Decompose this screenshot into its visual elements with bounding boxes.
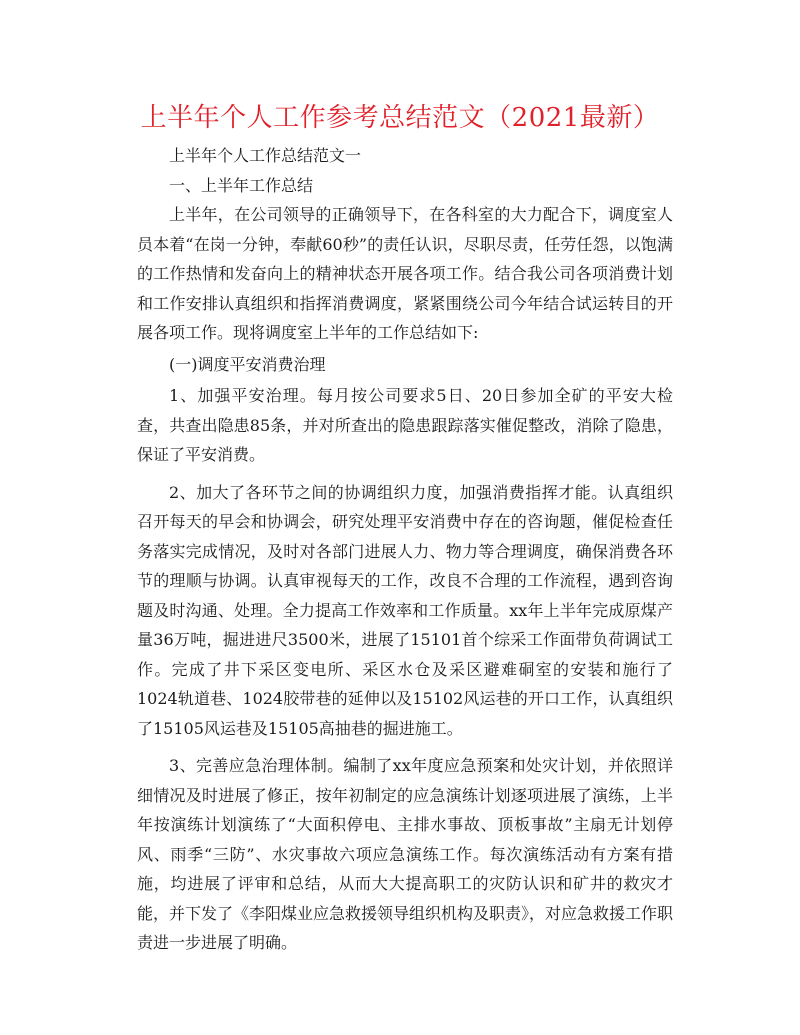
section-heading: 一、上半年工作总结 — [169, 175, 314, 195]
subtitle: 上半年个人工作总结范文一 — [169, 146, 362, 165]
item-3-paragraph: 3、完善应急治理体制。编制了xx年度应急预案和处灾计划，并依照详细情况及时进展了修正，按年初制定的应急演练计划逐项进展了演练，上半年按演练计划演练了“大面积停电、主排水事故、顶板事故”主扇无计划停风、雨季“三防”、水灾事故六项应急演练工作。每次演练活动有方案有措施，均进展了评审和总结，从而大大提高职工的灾防认识和矿井的救灾才能，并下发了《李阳煤业应急救援领导组织机构及职责》，对应急救援工作职责进一步进展了明确。 — [137, 756, 674, 952]
item-1-paragraph: 1、加强平安治理。每月按公司要求5日、20日参加全矿的平安大检查，共查出隐患85条，并对所查出的隐患跟踪落实催促整改，消除了隐患，保证了平安消费。 — [137, 386, 673, 464]
item-2-paragraph: 2、加大了各环节之间的协调组织力度，加强消费指挥才能。认真组织召开每天的早会和协调会，研究处理平安消费中存在的咨询题，催促检查任务落实完成情况，及时对各部门进展人力、物力等合理调度，确保消费各环节的理顺与协调。认真审视每天的工作，改良不合理的工作流程，遇到咨询题及时沟通、处理。全力提高工作效率和工作质量。xx年上半年完成原煤产量36万吨，掘进进尺3500米，进展了15101首个综采工作面带负荷调试工作。完成了井下采区变电所、采区水仓及采区避难硐室的安装和施行了1024轨道巷、1024胶带巷的延伸以及15102风运巷的开口工作，认真组织了15105风运巷及15105高抽巷的掘进施工。 — [137, 482, 673, 738]
document-body — [137, 141, 673, 958]
subheading: (一)调度平安消费治理 — [169, 354, 326, 374]
document-title: 上半年个人工作参考总结范文（2021最新） — [140, 103, 660, 133]
intro-paragraph: 上半年，在公司领导的正确领导下，在各科室的大力配合下，调度室人员本着“在岗一分钟，奉献60秒”的责任认识，尽职尽责，任劳任怨，以饱满的工作热情和发奋向上的精神状态开展各项工作。结合我公司各项消费计划和工作安排认真组织和指挥消费调度，紧紧围绕公司今年结合试运转目的开展各项工作。现将调度室上半年的工作总结如下: — [137, 205, 673, 342]
